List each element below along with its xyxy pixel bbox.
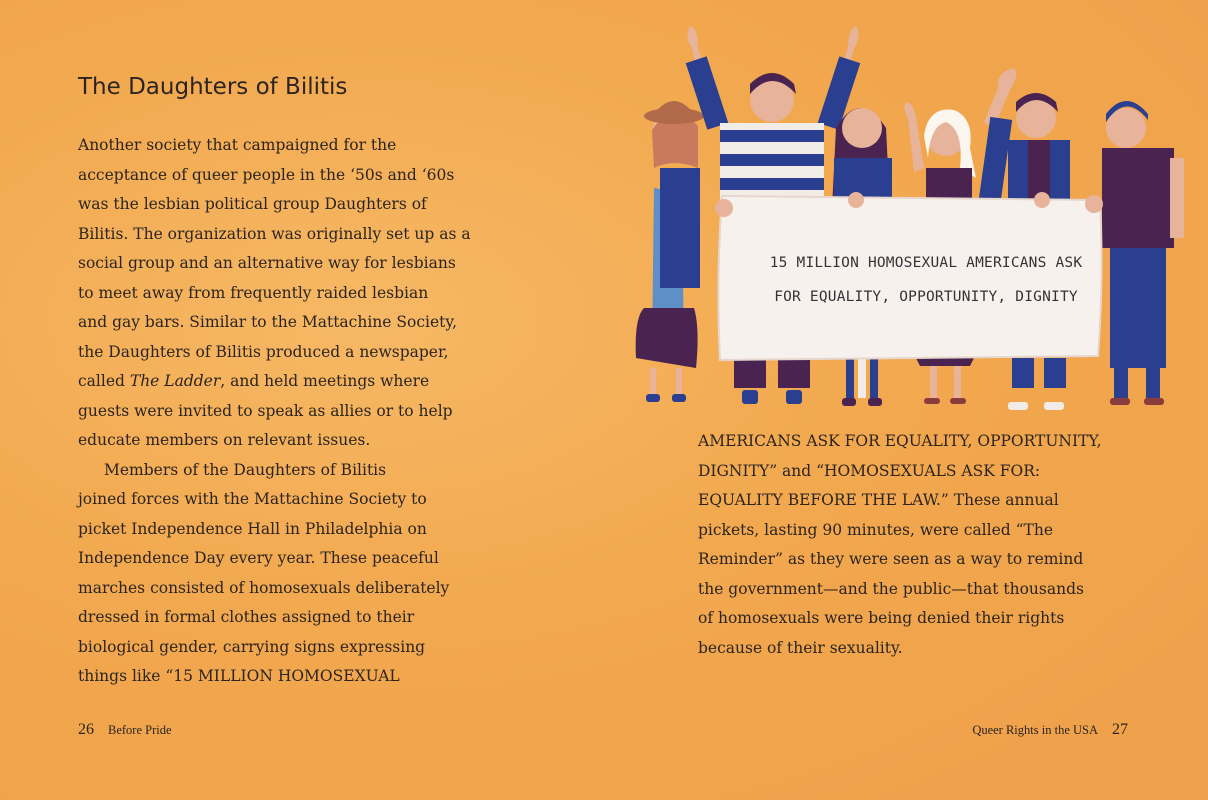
text-line: Independence Day every year. These peaceful [78,549,439,567]
left-body-text [78,131,518,692]
text-fragment: , and held meetings where [220,372,430,390]
text-line: Bilitis. The organization was originally set up as a [78,224,471,243]
banner-text [736,246,1116,314]
section-heading: The Daughters of Bilitis [78,74,348,100]
text-line: marches consisted of homosexuals deliberately [78,578,450,597]
hand-shape [1085,195,1103,213]
right-body-text [698,427,1138,663]
text-line: pickets, lasting 90 minutes, were called “The [698,520,1054,539]
running-head: Queer Rights in the USA [972,723,1098,737]
text-line: EQUALITY BEFORE THE LAW.” These annual [698,491,1059,509]
text-line: was the lesbian political group Daughters of [78,195,427,213]
text-line: of homosexuals were being denied their rights [698,609,1065,627]
text-line: things like “15 MILLION HOMOSEXUAL [78,667,400,685]
running-head: Before Pride [108,723,172,737]
hand-shape [848,192,864,208]
newspaper-title: The Ladder [129,372,221,390]
text-fragment: called [78,372,130,390]
left-folio [78,721,172,739]
right-page [604,0,1208,800]
text-line: picket Independence Hall in Philadelphia on [78,519,427,538]
banner-line: FOR EQUALITY, OPPORTUNITY, DIGNITY [774,289,1078,305]
page-number: 27 [1112,721,1128,738]
right-folio [972,721,1128,739]
text-line: joined forces with the Mattachine Society to [78,490,427,508]
protesters-image [624,18,1189,418]
text-line: educate members on relevant issues. [78,431,371,449]
text-line: social group and an alternative way for lesbians [78,254,456,272]
text-line: Reminder” as they were seen as a way to remind [698,550,1084,568]
text-line: acceptance of queer people in the ‘50s and ‘60s [78,165,455,184]
hand-shape [715,199,733,217]
text-line: biological gender, carrying signs expressing [78,637,426,656]
protest-illustration [624,18,1189,418]
hand-shape [1034,192,1050,208]
text-line: DIGNITY” and “HOMOSEXUALS ASK FOR: [698,461,1041,480]
text-line: to meet away from frequently raided lesbian [78,283,429,302]
banner-line: 15 MILLION HOMOSEXUAL AMERICANS ASK [769,255,1083,271]
text-line: guests were invited to speak as allies or to help [78,401,453,420]
text-line [78,367,518,397]
text-line: the Daughters of Bilitis produced a newspaper, [78,342,449,361]
text-line: because of their sexuality. [698,638,903,657]
text-line: AMERICANS ASK FOR EQUALITY, OPPORTUNITY, [698,432,1102,450]
text-line: and gay bars. Similar to the Mattachine Society, [78,313,457,331]
text-line: Another society that campaigned for the [78,136,397,154]
page-number: 26 [78,721,94,738]
protester-hat [636,101,704,402]
text-line: dressed in formal clothes assigned to their [78,608,415,626]
text-line: Members of the Daughters of Bilitis [104,460,387,479]
text-line: the government—and the public—that thousands [698,579,1084,598]
